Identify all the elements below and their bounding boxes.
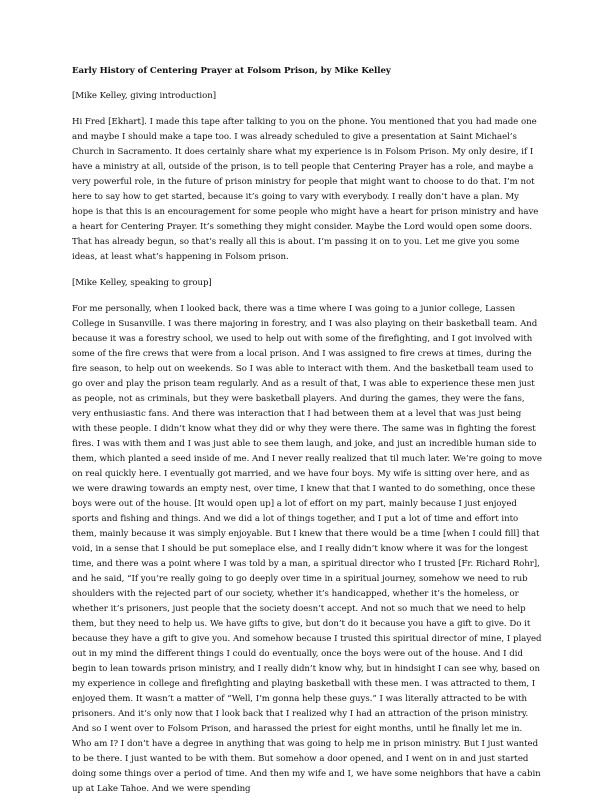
document-page <box>72 64 542 808</box>
group-speaker-note: [Mike Kelley, speaking to group] <box>72 278 212 288</box>
document-title: Early History of Centering Prayer at Folsom Prison, by Mike Kelley <box>72 66 391 76</box>
intro-paragraph: Hi Fred [Ekhart]. I made this tape after talking to you on the phone. You mentioned that you had made one and maybe I should make a tape too. I was already scheduled to give a presentation at Saint Michael’s Church in Sacramento. It does certainly share what my experience is in Folsom Prison. My only desire, if I have a ministry at all, outside of the prison, is to tell people that Centering Prayer has a role, and maybe a very powerful role, in the future of prison ministry for people that might want to choose to do that. I’m not here to say how to get started, because it’s going to vary with everybody. I really don’t have a plan. My hope is that this is an encouragement for some people who might have a heart for prison ministry and have a heart for Centering Prayer. It’s something they might consider. Maybe the Lord would open some doors. That has already begun, so that’s really all this is about. I’m passing it on to you. Let me give you some ideas, at least what’s happening in Folsom prison. <box>72 117 539 262</box>
intro-speaker-note: [Mike Kelley, giving introduction] <box>72 91 217 101</box>
main-paragraph: For me personally, when I looked back, there was a time where I was going to a junior college, Lassen College in Susanville. I was there majoring in forestry, and I was also playing on their basketball team. And because it was a forestry school, we used to help out with some of the firefighting, and I got involved with some of the fire crews that were from a local prison. And I was assigned to fire crews at times, during the fire season, to help out on weekends. So I was able to interact with them. And the basketball team used to go over and play the prison team regularly. And as a result of that, I was able to experience these men just as people, not as criminals, but they were basketball players. And during the games, they were the fans, very enthusiastic fans. And there was interaction that I had between them at a level that was just being with these people. I didn’t know what they did or why they were there. The same was in fighting the forest fires. I was with them and I was just able to see them laugh, and joke, and just an incredible human side to them, which planted a seed inside of me. And I never really realized that til much later. We’re going to move on real quickly here. I eventually got married, and we have four boys. My wife is sitting over here, and as we were drawing towards an empty nest, over time, I knew that that I wanted to do something, once these boys were out of the house. [It would open up] a lot of effort on my part, mainly because I just enjoyed sports and fishing and things. And we did a lot of things together, and I put a lot of time and effort into them, mainly because it was simply enjoyable. But I knew that there would be a time [when I could fill] that void, in a sense that I should be put someplace else, and I really didn’t know where it was for the longest time, and there was a point where I was told by a man, a spiritual director who I trusted [Fr. Richard Rohr], and he said, “If you’re really going to go deeply over time in a spiritual journey, somehow we need to rub shoulders with the rejected part of our society, whether it’s handicapped, whether it’s the homeless, or whether it’s prisoners, just people that the society doesn’t accept. And not so much that we need to help them, but they need to help us. We have gifts to give, but don’t do it because you have a gift to give. Do it because they have a gift to give you. And somehow because I trusted this spiritual director of mine, I played out in my mind the different things I could do eventually, once the boys were out of the house. And I did begin to lean towards prison ministry, and I really didn’t know why, but in hindsight I can see why, based on my experience in college and firefighting and playing basketball with these men. I was attracted to them, I enjoyed them. It wasn’t a matter of “Well, I’m gonna help these guys.” I was literally attracted to be with prisoners. And it’s only now that I look back that I realized why I had an attraction of the prison ministry. And so I went over to Folsom Prison, and harassed the priest for eight months, until he finally let me in. Who am I? I don’t have a degree in anything that was going to help me in prison ministry. But I just wanted to be there. I just wanted to be with them. But somehow a door opened, and I went on in and just started doing some things over a period of time. And then my wife and I, we have some neighbors that have a cabin up at Lake Tahoe. And we were spending <box>72 304 542 794</box>
